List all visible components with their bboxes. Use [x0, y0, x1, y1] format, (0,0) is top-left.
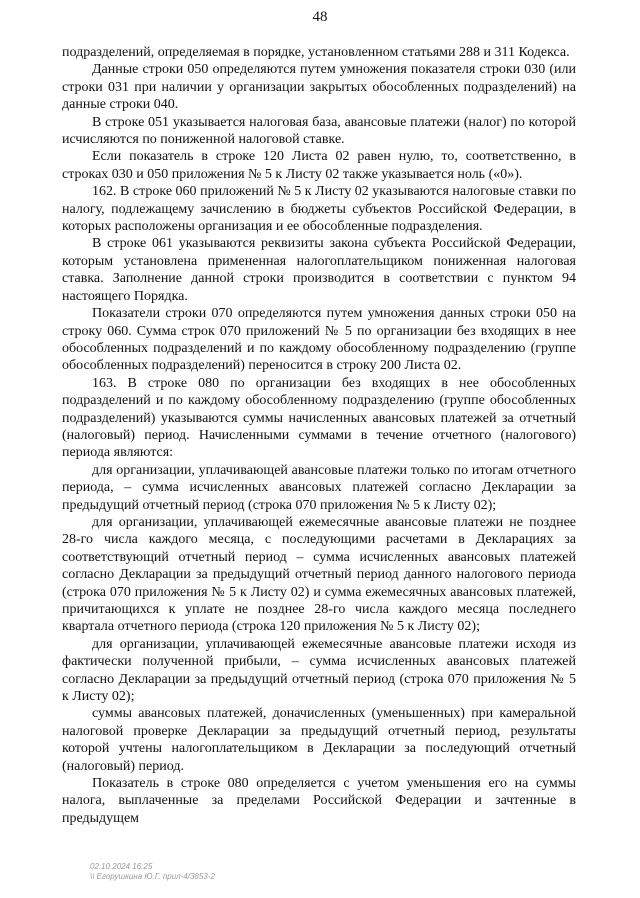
- paragraph: для организации, уплачивающей авансовые платежи только по итогам отчетного периода, – сумма исчисленных авансовых платежей согласно Декларации за предыдущий отчетный период (строка 070 приложения № 5 к Листу 02);: [62, 462, 576, 513]
- paragraph: Показатели строки 070 определяются путем умножения данных строки 050 на строку 060. Сумма строк 070 приложений № 5 по организации без входящих в нее обособленных подразделений и по каждому обособленному подразделению (группе обособленных подразделений) переносится в строку 200 Листа 02.: [62, 306, 576, 374]
- paragraph: В строке 061 указываются реквизиты закона субъекта Российской Федерации, которым установлена примененная налогоплательщиком пониженная налоговая ставка. Заполнение данной строки производится в соответствии с пунктом 94 настоящего Порядка.: [62, 236, 576, 304]
- footer-reference: \\ Егорушкина Ю.Г. прил-4/3853-2: [90, 872, 215, 881]
- page-number: 48: [312, 9, 328, 25]
- paragraph: суммы авансовых платежей, доначисленных (уменьшенных) при камеральной налоговой проверке Декларации за предыдущий отчетный период, результаты которой учтены налогоплательщиком в Декларации за последующий отчетный (налоговый) период.: [62, 706, 576, 774]
- footer-timestamp: 02.10.2024 16:25: [90, 862, 153, 871]
- paragraph: 162. В строке 060 приложений № 5 к Листу 02 указываются налоговые ставки по налогу, подлежащему зачислению в бюджеты субъектов Российской Федерации, в которых расположены организация и ее обособленные подразделения.: [62, 184, 576, 235]
- paragraph: Данные строки 050 определяются путем умножения показателя строки 030 (или строки 031 при наличии у организации закрытых обособленных подразделений) на данные строки 040.: [62, 62, 576, 113]
- paragraph: для организации, уплачивающей ежемесячные авансовые платежи исходя из фактически полученной прибыли, – сумма исчисленных авансовых платежей согласно Декларации за предыдущий отчетный период (строка 070 приложения № 5 к Листу 02);: [62, 636, 576, 705]
- paragraph: Показатель в строке 080 определяется с учетом уменьшения его на суммы налога, выплаченные за пределами Российской Федерации и зачтенные в предыдущем: [62, 776, 576, 826]
- footer-stamp: [90, 862, 215, 882]
- paragraph: В строке 051 указывается налоговая база, авансовые платежи (налог) по которой исчисляются по пониженной налоговой ставке.: [62, 114, 576, 148]
- paragraph: для организации, уплачивающей ежемесячные авансовые платежи не позднее 28-го числа каждого месяца, с последующими расчетами в Декларациях за соответствующий отчетный период – сумма исчисленных авансовых платежей согласно Декларации за предыдущий отчетный период данного налогового периода (строка 070 приложения № 5 к Листу 02) и сумма ежемесячных авансовых платежей, причитающихся к уплате не позднее 28-го числа каждого месяца последнего квартала отчетного периода (строка 120 приложения № 5 к Листу 02);: [62, 514, 576, 635]
- paragraph: подразделений, определяемая в порядке, установленном статьями 288 и 311 Кодекса.: [62, 45, 570, 60]
- paragraph: 163. В строке 080 по организации без входящих в нее обособленных подразделений и по каждому обособленному подразделению (группе обособленных подразделений) указываются суммы начисленных авансовых платежей за отчетный (налоговый) период. Начисленными суммами в течение отчетного (налогового) периода являются:: [62, 375, 576, 461]
- paragraph: Если показатель в строке 120 Листа 02 равен нулю, то, соответственно, в строках 030 и 050 приложения № 5 к Листу 02 также указывается ноль («0»).: [62, 149, 576, 182]
- document-body: [62, 44, 576, 827]
